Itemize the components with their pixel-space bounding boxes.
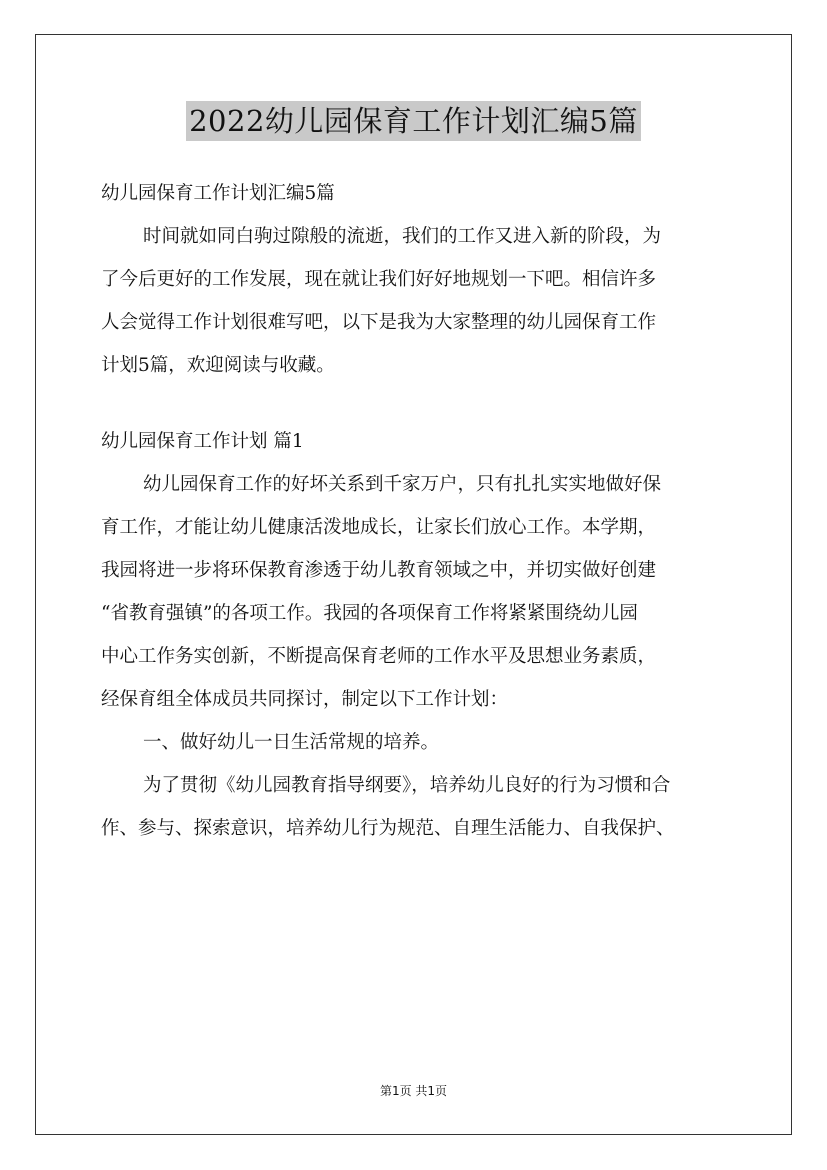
title-wrap xyxy=(0,101,827,141)
document-title: 2022幼儿园保育工作计划汇编5篇 xyxy=(186,101,641,141)
page-footer: 第1页 共1页 xyxy=(379,1084,448,1098)
paragraph-1-line-4: “省教育强镇”的各项工作。我园的各项保育工作将紧紧围绕幼儿园 xyxy=(101,603,638,624)
paragraph-1-line-3: 我园将进一步将环保教育渗透于幼儿教育领域之中，并切实做好创建 xyxy=(101,560,657,581)
intro-line-1: 时间就如同白驹过隙般的流逝，我们的工作又进入新的阶段，为 xyxy=(143,226,662,247)
section-heading-1: 幼儿园保育工作计划 篇1 xyxy=(101,431,304,452)
paragraph-2-line-1: 为了贯彻《幼儿园教育指导纲要》，培养幼儿良好的行为习惯和合 xyxy=(143,775,671,796)
subsection-1: 一、做好幼儿一日生活常规的培养。 xyxy=(143,732,440,753)
subtitle: 幼儿园保育工作计划汇编5篇 xyxy=(101,183,335,204)
paragraph-1-line-2: 育工作，才能让幼儿健康活泼地成长，让家长们放心工作。本学期， xyxy=(101,517,657,538)
paragraph-1-line-1: 幼儿园保育工作的好坏关系到千家万户，只有扎扎实实地做好保 xyxy=(143,474,662,495)
intro-line-2: 了今后更好的工作发展，现在就让我们好好地规划一下吧。相信许多 xyxy=(101,269,657,290)
paragraph-1-line-6: 经保育组全体成员共同探讨，制定以下工作计划： xyxy=(101,689,509,710)
document-body xyxy=(101,172,727,850)
intro-line-3: 人会觉得工作计划很难写吧，以下是我为大家整理的幼儿园保育工作 xyxy=(101,312,657,333)
paragraph-2-line-2: 作、参与、探索意识，培养幼儿行为规范、自理生活能力、自我保护、 xyxy=(101,818,675,839)
intro-line-4: 计划5篇，欢迎阅读与收藏。 xyxy=(101,355,335,376)
paragraph-1-line-5: 中心工作务实创新，不断提高保育老师的工作水平及思想业务素质， xyxy=(101,646,657,667)
